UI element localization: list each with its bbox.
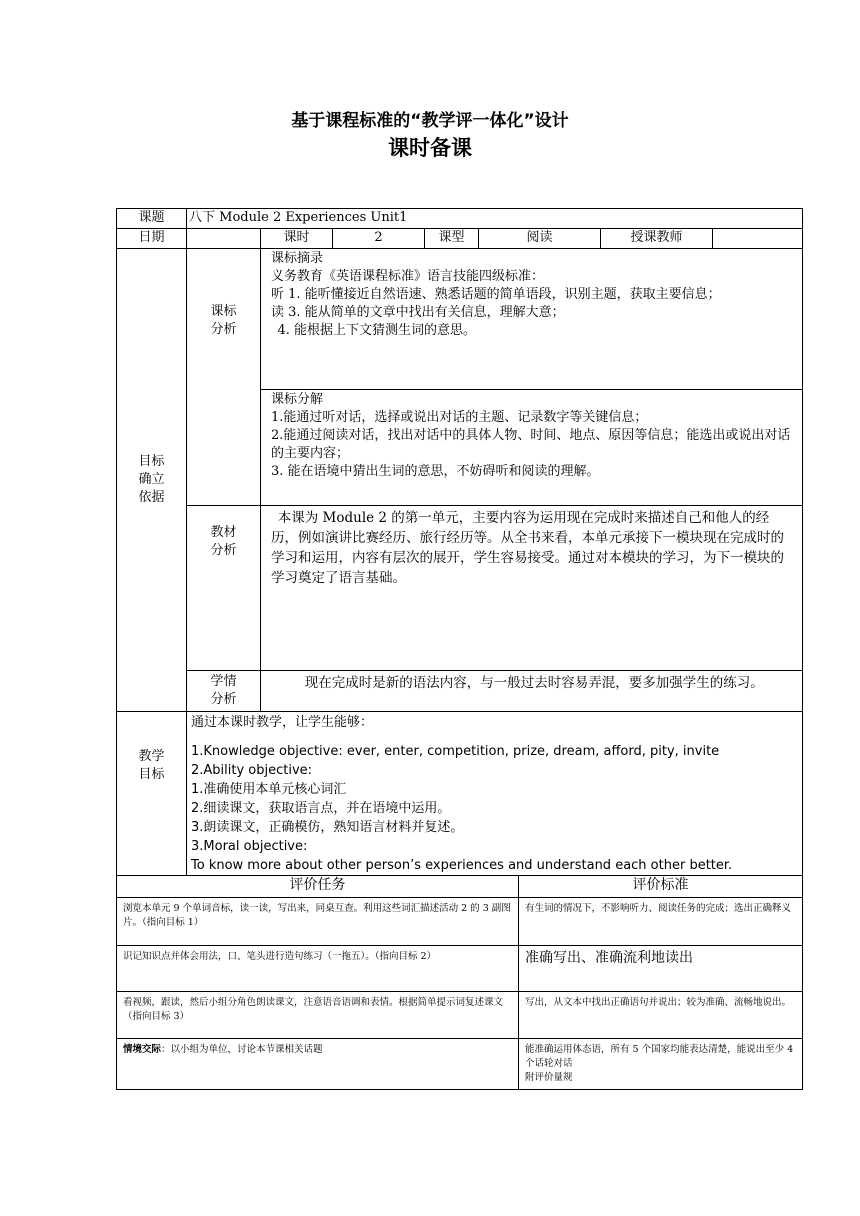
student-row: [117, 671, 803, 712]
standard-header: 评价标准: [519, 876, 803, 898]
date-value: [187, 229, 261, 249]
material-row: [117, 506, 803, 671]
evaluation-header-row: [117, 876, 803, 898]
type-value: 阅读: [479, 229, 601, 249]
evaluation-row: [117, 1039, 803, 1090]
period-label: 课时: [261, 229, 333, 249]
objectives-content: 通过本课时教学，让学生能够： 1.Knowledge objective: ever, enter, competition, prize, dream, afford, pity, invite 2.Ability objective: 1.准确使用本单元核心词汇 2.细读课文，获取语言点，并在语境中运用。 3.朗读课文，正确模仿，熟知语言材料并复述。 3.Moral objective: To know more about other person’s experiences and understand each other better.: [187, 712, 803, 876]
date-label: 日期: [117, 229, 187, 249]
teacher-value: [713, 229, 803, 249]
standard-analysis-label: 课标 分析: [187, 249, 261, 506]
objectives-label: 教学 目标: [117, 712, 187, 876]
evaluation-row: [117, 946, 803, 992]
topic-row: [117, 209, 803, 229]
topic-label: 课题: [117, 209, 187, 229]
standard-excerpt: 课标摘录 义务教育《英语课程标准》语言技能四级标准： 听 1. 能听懂接近自然语速、熟悉话题的简单语段，识别主题，获取主要信息； 读 3. 能从简单的文章中找出有关信息，理解大意； 4. 能根据上下文猜测生词的意思。: [261, 249, 803, 390]
topic-value: 八下 Module 2 Experiences Unit1: [187, 209, 803, 229]
evaluation-task: 识记知识点并体会用法，口、笔头进行造句练习（一拖五）。（指向目标 2）: [117, 946, 519, 992]
task-bold: 情境交际: [123, 1044, 162, 1055]
basis-label: 目标 确立 依据: [117, 249, 187, 712]
student-label: 学情 分析: [187, 671, 261, 712]
evaluation-task: 看视频，跟读，然后小组分角色朗读课文，注意语音语调和表情。根据简单提示词复述课文（指向目标 3）: [117, 992, 519, 1039]
date-row: [117, 229, 803, 249]
document-title: 基于课程标准的“教学评一体化”设计: [291, 111, 569, 131]
evaluation-standard: 能准确运用体态语，所有 5 个国家均能表达清楚，能说出至少 4 个话轮对话 附评价量规: [519, 1039, 803, 1090]
objectives-row: [117, 712, 803, 876]
material-label: 教材 分析: [187, 506, 261, 671]
evaluation-task: [117, 1039, 519, 1090]
evaluation-row: [117, 992, 803, 1039]
material-analysis: 本课为 Module 2 的第一单元，主要内容为运用现在完成时来描述自己和他人的经历，例如演讲比赛经历、旅行经历等。从全书来看，本单元承接下一模块现在完成时的学习和运用，内容有层次的展开，学生容易接受。通过对本模块的学习，为下一模块的学习奠定了语言基础。: [261, 506, 803, 671]
document-subtitle: 课时备课: [388, 136, 472, 160]
lesson-plan-table: [116, 208, 803, 1090]
evaluation-standard: 准确写出、准确流利地读出: [519, 946, 803, 992]
teacher-label: 授课教师: [601, 229, 713, 249]
period-value: 2: [333, 229, 425, 249]
standard-excerpt-row: [117, 249, 803, 390]
evaluation-standard: 有生词的情况下，不影响听力、阅读任务的完成；选出正确释义: [519, 898, 803, 946]
evaluation-task: 浏览本单元 9 个单词音标，读一读，写出来，同桌互查。利用这些词汇描述活动 2 的 3 副图片。（指向目标 1）: [117, 898, 519, 946]
standard-decompose: 课标分解 1.能通过听对话，选择或说出对话的主题、记录数字等关键信息； 2.能通过阅读对话，找出对话中的具体人物、时间、地点、原因等信息；能选出或说出对话的主要内容； 3. 能在语境中猜出生词的意思，不妨碍听和阅读的理解。: [261, 390, 803, 506]
student-analysis: 现在完成时是新的语法内容，与一般过去时容易弄混，要多加强学生的练习。: [261, 671, 803, 712]
task-header: 评价任务: [117, 876, 519, 898]
task-rest: ：以小组为单位，讨论本节课相关话题: [161, 1044, 323, 1055]
type-label: 课型: [425, 229, 479, 249]
evaluation-row: [117, 898, 803, 946]
evaluation-standard: 写出，从文本中找出正确语句并说出；较为准确、流畅地说出。: [519, 992, 803, 1039]
